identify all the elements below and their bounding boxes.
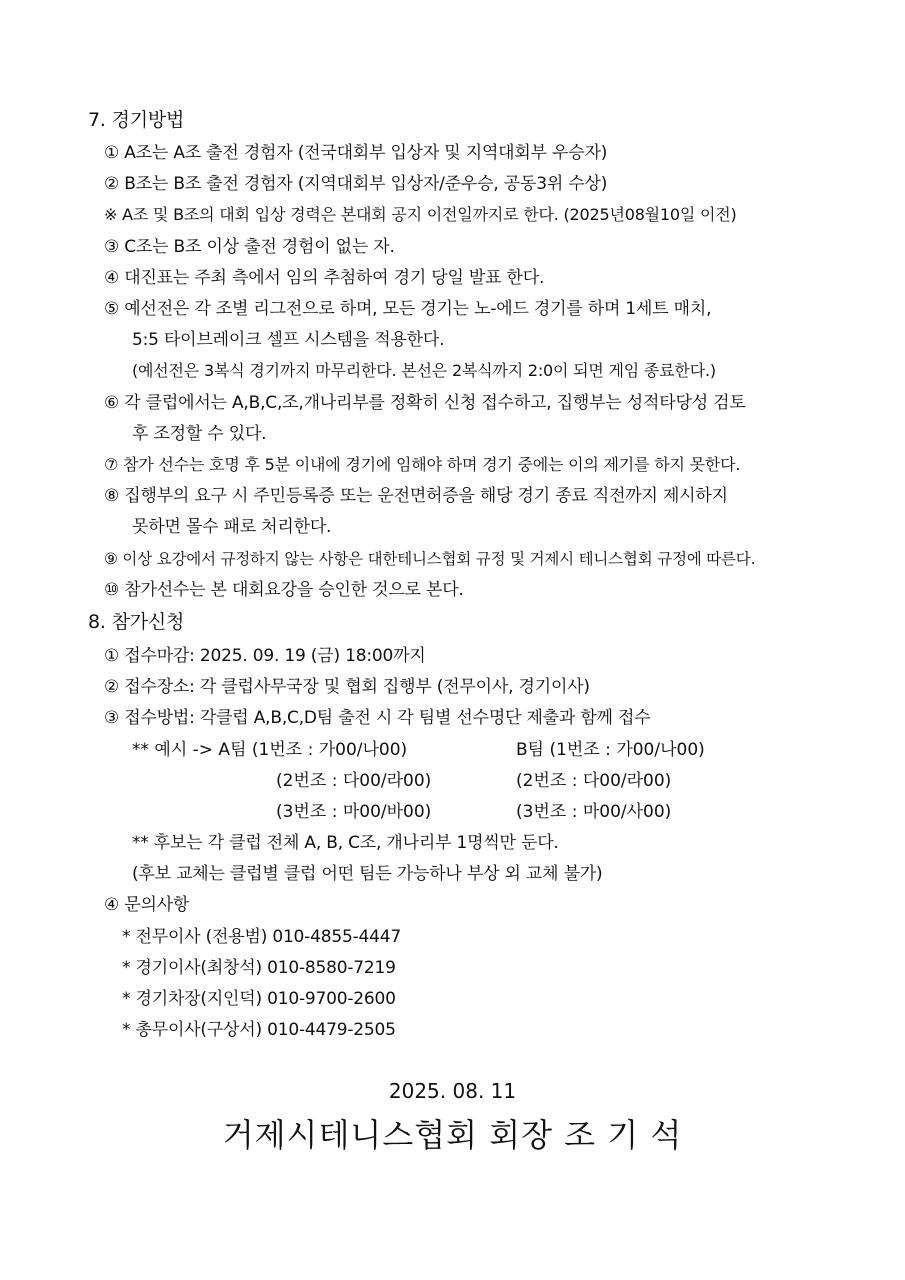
contact-item: * 경기차장(지인덕) 010-9700-2600 bbox=[122, 989, 396, 1009]
document-date: 2025. 08. 11 bbox=[388, 1079, 517, 1103]
rule-note: ※ A조 및 B조의 대회 입상 경력은 본대회 공지 이전일까지로 한다. (2025년08월10일 이전) bbox=[104, 205, 737, 224]
rule-item: ③ C조는 B조 이상 출전 경험이 없는 자. bbox=[104, 237, 395, 257]
contact-item: * 전무이사 (전용범) 010-4855-4447 bbox=[122, 927, 401, 947]
rule-item: ① A조는 A조 출전 경험자 (전국대회부 입상자 및 지역대회부 우승자) bbox=[104, 143, 608, 163]
example-team-a-2: (2번조 : 다00/라00) bbox=[276, 771, 432, 791]
application-deadline: ① 접수마감: 2025. 09. 19 (금) 18:00까지 bbox=[104, 646, 426, 666]
rule-item-continuation: 못하면 몰수 패로 처리한다. bbox=[132, 517, 332, 537]
example-team-b-2: (2번조 : 다00/라00) bbox=[516, 771, 672, 791]
application-place: ② 접수장소: 각 클럽사무국장 및 협회 집행부 (전무이사, 경기이사) bbox=[104, 677, 590, 697]
inquiry-heading: ④ 문의사항 bbox=[104, 895, 190, 915]
contact-item: * 총무이사(구상서) 010-4479-2505 bbox=[122, 1020, 396, 1040]
signature-line: 거제시테니스협회 회장 조 기 석 bbox=[222, 1116, 683, 1154]
rule-item: ⑤ 예선전은 각 조별 리그전으로 하며, 모든 경기는 노-에드 경기를 하며 1세트 매치, bbox=[104, 299, 712, 319]
reserve-note: (후보 교체는 클럽별 클럽 어떤 팀든 가능하나 부상 외 교체 불가) bbox=[132, 864, 603, 884]
contact-item: * 경기이사(최창석) 010-8580-7219 bbox=[122, 958, 396, 978]
example-team-a-3: (3번조 : 마00/바00) bbox=[276, 802, 432, 822]
section-8-heading: 8. 참가신청 bbox=[88, 611, 185, 633]
rule-item-continuation: 5:5 타이브레이크 셀프 시스템을 적용한다. bbox=[132, 330, 445, 350]
rule-item: ⑩ 참가선수는 본 대회요강을 승인한 것으로 본다. bbox=[104, 580, 464, 600]
rule-item-note: (예선전은 3복식 경기까지 마무리한다. 본선은 2복식까지 2:0이 되면 게임 종료한다.) bbox=[132, 361, 716, 380]
rule-item: ⑥ 각 클럽에서는 A,B,C,조,개나리부를 정확히 신청 접수하고, 집행부는 성적타당성 검토 bbox=[104, 393, 746, 413]
section-7-heading: 7. 경기방법 bbox=[88, 109, 185, 131]
example-team-b-1: B팀 (1번조 : 가00/나00) bbox=[516, 740, 705, 760]
rule-item: ⑧ 집행부의 요구 시 주민등록증 또는 운전면허증을 해당 경기 종료 직전까지 제시하지 bbox=[104, 486, 728, 506]
example-team-a-1: ** 예시 -> A팀 (1번조 : 가00/나00) bbox=[132, 740, 408, 760]
rule-item: ⑨ 이상 요강에서 규정하지 않는 사항은 대한테니스협회 규정 및 거제시 테니스협회 규정에 따른다. bbox=[104, 550, 756, 568]
example-team-b-3: (3번조 : 마00/사00) bbox=[516, 802, 672, 822]
rule-item-continuation: 후 조정할 수 있다. bbox=[132, 424, 267, 444]
reserve-rule: ** 후보는 각 클럽 전체 A, B, C조, 개나리부 1명씩만 둔다. bbox=[132, 833, 559, 853]
rule-item: ⑦ 참가 선수는 호명 후 5분 이내에 경기에 임해야 하며 경기 중에는 이의 제기를 하지 못한다. bbox=[104, 455, 741, 474]
rule-item: ② B조는 B조 출전 경험자 (지역대회부 입상자/준우승, 공동3위 수상) bbox=[104, 174, 608, 194]
application-method: ③ 접수방법: 각클럽 A,B,C,D팀 출전 시 각 팀별 선수명단 제출과 함께 접수 bbox=[104, 708, 651, 728]
rule-item: ④ 대진표는 주최 측에서 임의 추첨하여 경기 당일 발표 한다. bbox=[104, 268, 545, 288]
